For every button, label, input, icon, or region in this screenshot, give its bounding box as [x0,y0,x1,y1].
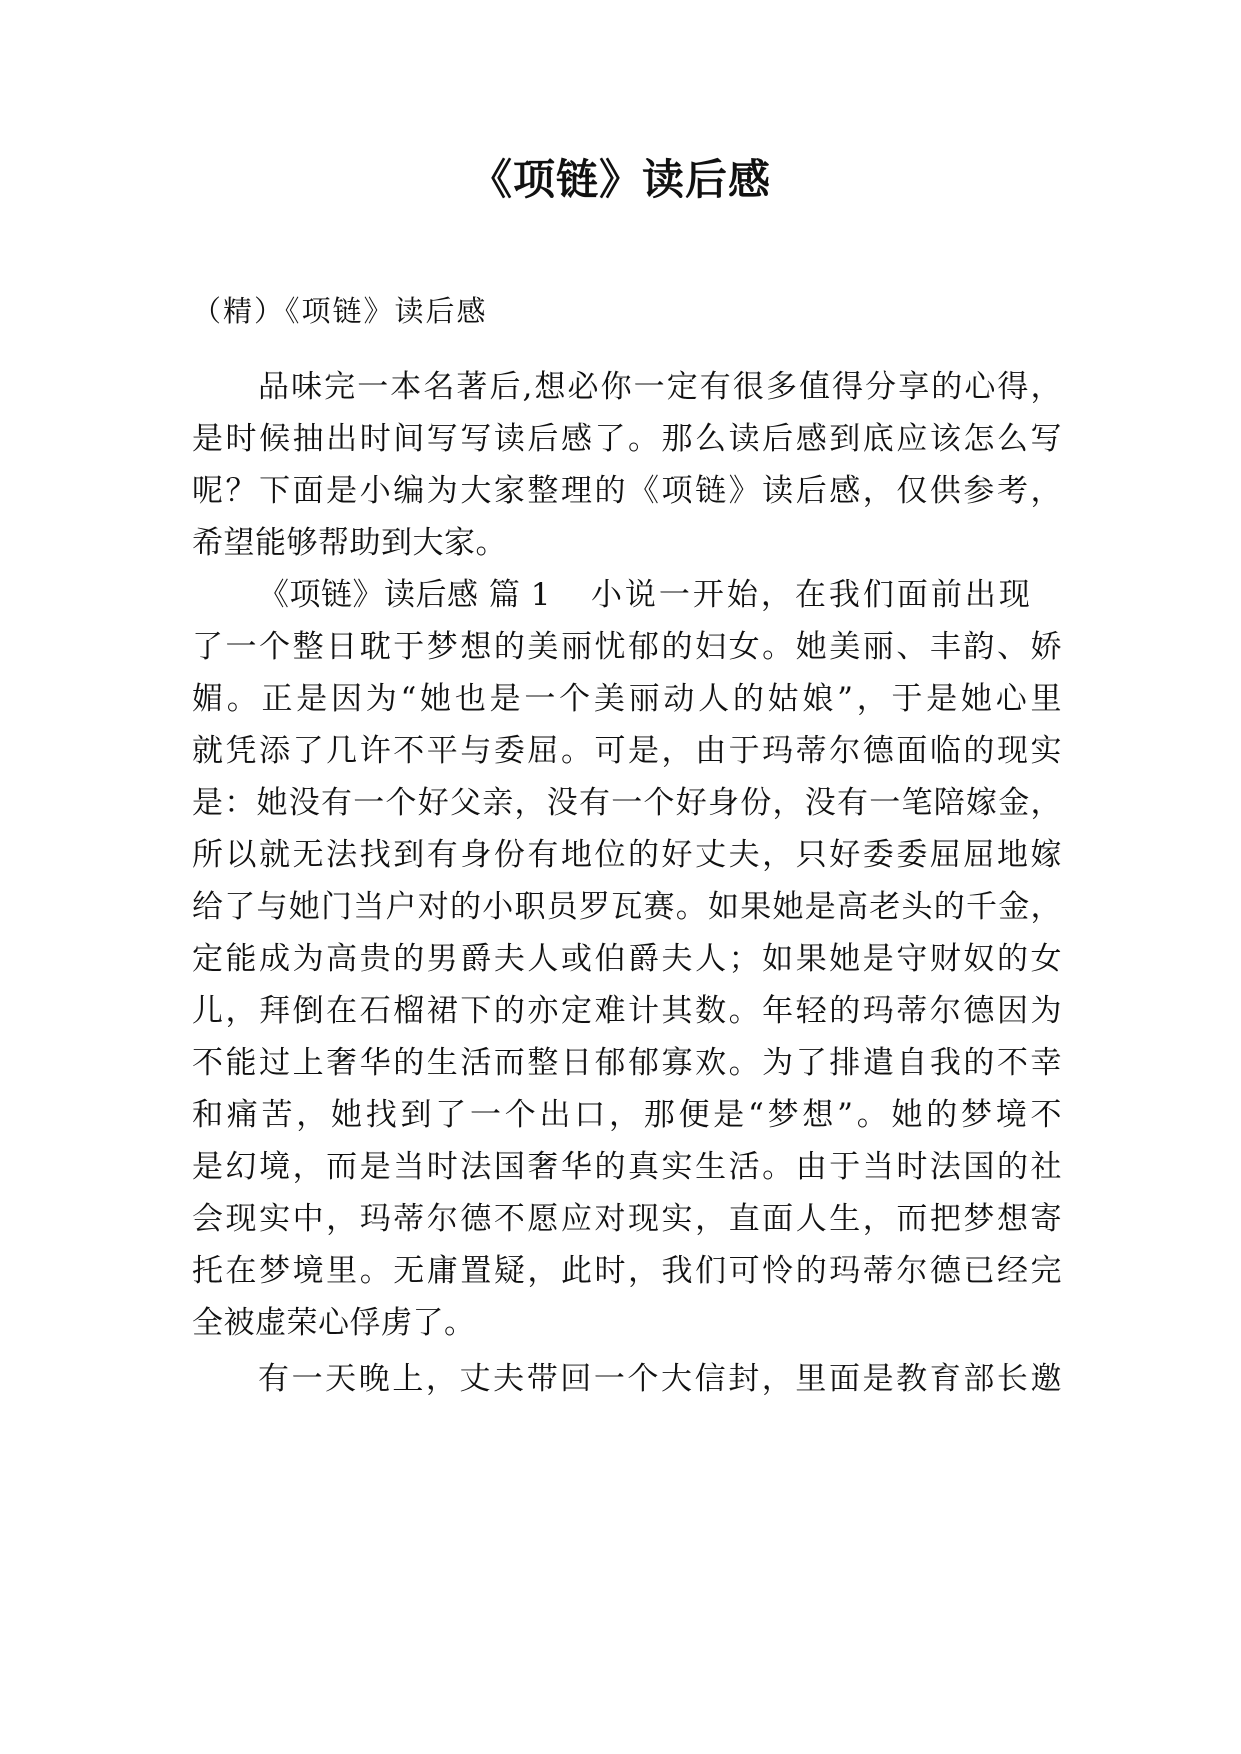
paragraph-line: 小说一开始，在我们面前出现 [590,577,1033,613]
paragraph-line: 希望能够帮助到大家。 [192,525,507,561]
paragraph-line: 就凭添了几许不平与委屈。可是，由于玛蒂尔德面临的现实 [192,733,1062,769]
paragraph-line: 全被虚荣心俘虏了。 [192,1305,476,1341]
paragraph-line: 品味完一本名著后,想必你一定有很多值得分享的心得， [258,369,1062,405]
paragraph-line: 托在梦境里。无庸置疑，此时，我们可怜的玛蒂尔德已经完 [192,1253,1062,1289]
paragraph-line: 会现实中，玛蒂尔德不愿应对现实，直面人生，而把梦想寄 [192,1201,1062,1237]
paragraph-line: 了一个整日耽于梦想的美丽忧郁的妇女。她美丽、丰韵、娇 [192,629,1062,665]
paragraph-line: 是幻境，而是当时法国奢华的真实生活。由于当时法国的社 [192,1149,1062,1185]
paragraph-line: 媚。正是因为“她也是一个美丽动人的姑娘”，于是她心里 [192,681,1062,717]
paragraph-line: 给了与她门当户对的小职员罗瓦赛。如果她是高老头的千金， [192,889,1062,925]
document-title: 《项链》读后感 [469,155,771,204]
paragraph-line: 不能过上奢华的生活而整日郁郁寡欢。为了排遣自我的不幸 [192,1045,1062,1081]
paragraph-line: 所以就无法找到有身份有地位的好丈夫，只好委委屈屈地嫁 [192,837,1062,873]
paragraph-line: 是时候抽出时间写写读后感了。那么读后感到底应该怎么写 [192,421,1062,457]
paragraph-line: 是：她没有一个好父亲，没有一个好身份，没有一笔陪嫁金， [192,785,1062,821]
paragraph-line: 呢？下面是小编为大家整理的《项链》读后感，仅供参考， [192,473,1062,509]
paragraph-line: 定能成为高贵的男爵夫人或伯爵夫人；如果她是守财奴的女 [192,941,1062,977]
paragraph-line: 儿，拜倒在石榴裙下的亦定难计其数。年轻的玛蒂尔德因为 [192,993,1062,1029]
paragraph-line: 和痛苦，她找到了一个出口，那便是“梦想”。她的梦境不 [192,1097,1062,1133]
section-heading-line [258,575,1062,615]
section-heading: 《项链》读后感 篇 1 [258,577,551,613]
paragraph-line: 有一天晚上，丈夫带回一个大信封，里面是教育部长邀 [258,1361,1062,1397]
document-subtitle: （精）《项链》读后感 [192,294,488,328]
